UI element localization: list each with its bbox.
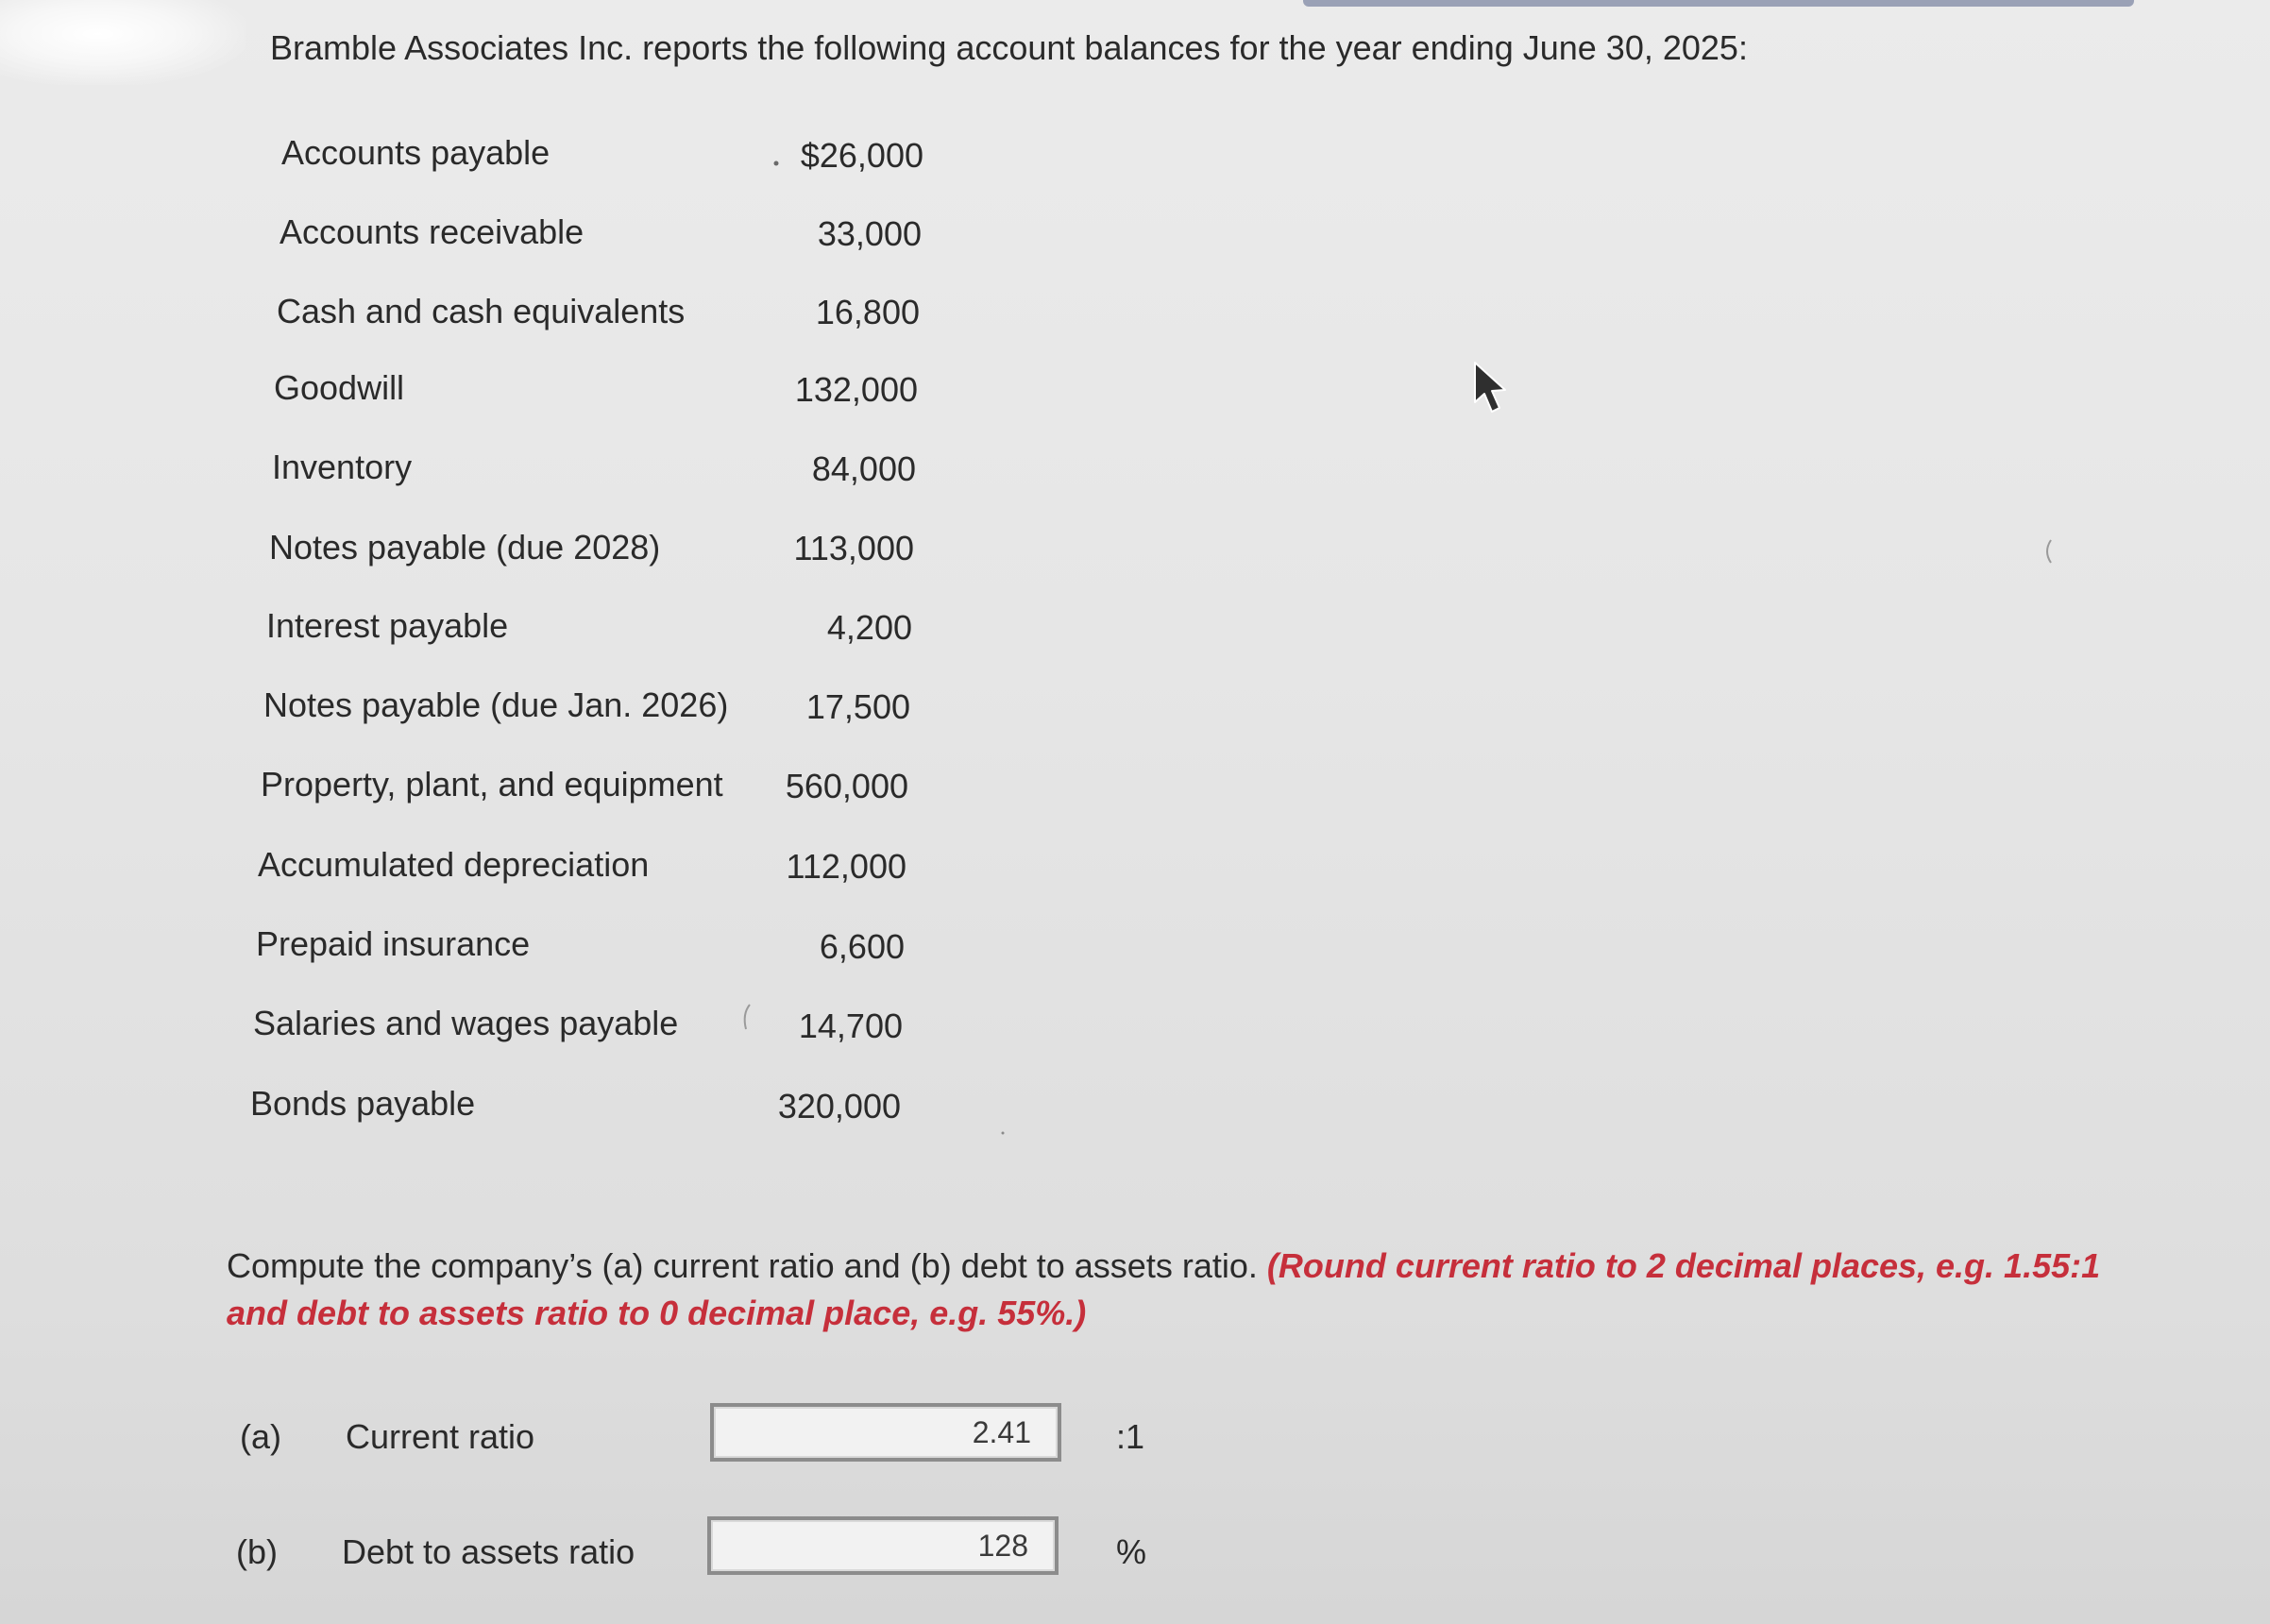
question-text: Compute the company’s (a) current ratio and (b) debt to assets ratio. bbox=[227, 1246, 1267, 1285]
account-value: 132,000 bbox=[794, 370, 918, 409]
answer-letter: (a) bbox=[240, 1417, 281, 1456]
account-value: 6,600 bbox=[819, 927, 905, 966]
current-ratio-input[interactable]: 2.41 bbox=[710, 1403, 1061, 1462]
account-value: 16,800 bbox=[815, 293, 920, 331]
account-value: 4,200 bbox=[826, 608, 912, 647]
account-value: 113,000 bbox=[793, 529, 914, 567]
account-label: Accumulated depreciation bbox=[258, 845, 650, 884]
account-label: Property, plant, and equipment bbox=[261, 765, 723, 804]
mouse-pointer-icon bbox=[1471, 361, 1509, 417]
account-value: 17,500 bbox=[805, 687, 910, 726]
account-label: Prepaid insurance bbox=[256, 924, 531, 963]
account-label: Bonds payable bbox=[250, 1084, 476, 1123]
account-label: Accounts payable bbox=[281, 133, 551, 172]
question-prompt bbox=[227, 1243, 2153, 1337]
answer-letter: (b) bbox=[236, 1532, 278, 1571]
debt-to-assets-input[interactable]: 128 bbox=[707, 1516, 1059, 1575]
top-edge-bar bbox=[1303, 0, 2134, 7]
screen-glare bbox=[0, 0, 246, 85]
account-label: Goodwill bbox=[274, 368, 405, 407]
account-label: Interest payable bbox=[266, 606, 509, 645]
percent-suffix: % bbox=[1116, 1532, 1147, 1571]
account-value: 560,000 bbox=[785, 767, 908, 805]
account-value: $26,000 bbox=[800, 136, 923, 175]
problem-intro: Bramble Associates Inc. reports the following account balances for the year ending June 30, 2025: bbox=[270, 28, 1748, 67]
account-value: 14,700 bbox=[798, 1007, 903, 1045]
account-label: Notes payable (due 2028) bbox=[269, 528, 661, 567]
account-label: Notes payable (due Jan. 2026) bbox=[263, 685, 729, 724]
account-label: Accounts receivable bbox=[280, 212, 584, 251]
account-value: 320,000 bbox=[777, 1087, 901, 1125]
answer-label: Debt to assets ratio bbox=[342, 1532, 635, 1571]
ratio-suffix: :1 bbox=[1116, 1417, 1145, 1456]
account-value: 84,000 bbox=[811, 449, 916, 488]
account-label: Cash and cash equivalents bbox=[277, 292, 686, 330]
account-label: Salaries and wages payable bbox=[253, 1004, 679, 1042]
account-value: 33,000 bbox=[817, 214, 922, 253]
answer-label: Current ratio bbox=[346, 1417, 535, 1456]
account-value: 112,000 bbox=[786, 847, 906, 886]
account-label: Inventory bbox=[272, 448, 413, 486]
rounding-instruction: (Round current ratio to 2 decimal places, e.g. 1.55:1 and debt to assets ratio to 0 decimal place, e.g. 55%.) bbox=[227, 1246, 2101, 1332]
